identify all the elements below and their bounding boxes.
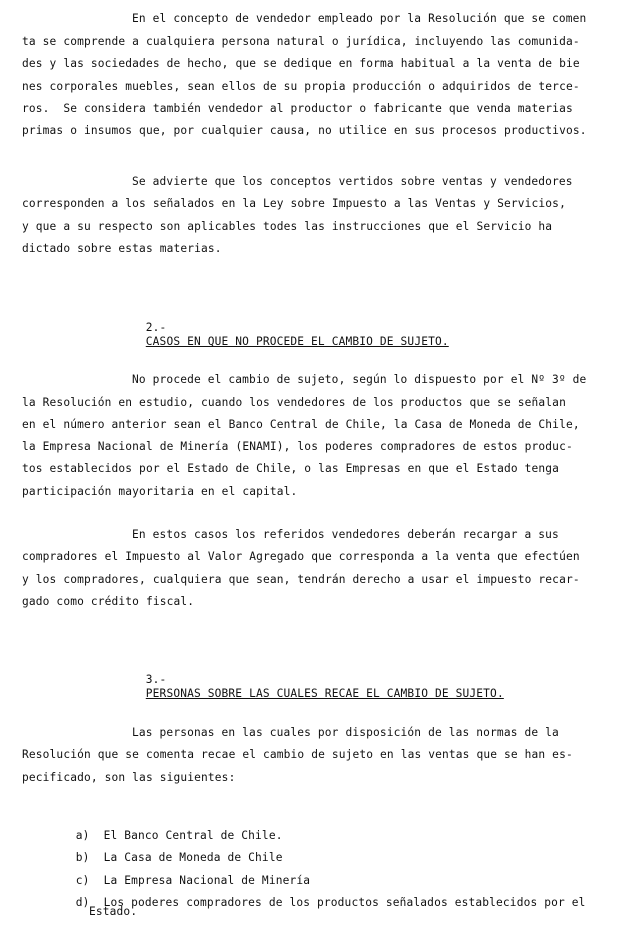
paragraph-3-line-4: la Empresa Nacional de Minería (ENAMI), los poderes compradores de estos produc- bbox=[22, 440, 573, 453]
section-3-heading bbox=[132, 659, 504, 701]
section-3-title: PERSONAS SOBRE LAS CUALES RECAE EL CAMBIO DE SUJETO. bbox=[145, 687, 504, 700]
paragraph-1-line-2: ta se comprende a cualquiera persona natural o jurídica, incluyendo las comunida- bbox=[22, 35, 580, 48]
paragraph-4-line-1: En estos casos los referidos vendedores deberán recargar a sus bbox=[132, 528, 559, 541]
paragraph-3-line-1: No procede el cambio de sujeto, según lo dispuesto por el Nº 3º de bbox=[132, 373, 587, 386]
paragraph-2-line-2: corresponden a los señalados en la Ley sobre Impuesto a las Ventas y Servicios, bbox=[22, 197, 566, 210]
paragraph-3-line-3: en el número anterior sean el Banco Central de Chile, la Casa de Moneda de Chile, bbox=[22, 418, 580, 431]
paragraph-2-line-4: dictado sobre estas materias. bbox=[22, 242, 222, 255]
list-marker: d) bbox=[75, 896, 90, 909]
paragraph-4-line-3: y los compradores, cualquiera que sean, tendrán derecho a usar el impuesto recar- bbox=[22, 573, 580, 586]
list-marker: a) bbox=[75, 829, 90, 842]
list-marker: c) bbox=[75, 874, 90, 887]
section-2-number: 2.- bbox=[145, 321, 167, 334]
paragraph-1-line-5: ros. Se considera también vendedor al productor o fabricante que venda materias bbox=[22, 102, 573, 115]
paragraph-4-line-4: gado como crédito fiscal. bbox=[22, 595, 195, 608]
list-marker: b) bbox=[75, 851, 90, 864]
section-3-number: 3.- bbox=[145, 673, 167, 686]
list-item-text: Los poderes compradores de los productos señalados establecidos por el bbox=[103, 896, 586, 909]
section-2-heading bbox=[132, 307, 449, 349]
list-item-text: La Empresa Nacional de Minería bbox=[103, 874, 311, 887]
paragraph-5-line-3: pecificado, son las siguientes: bbox=[22, 771, 236, 784]
paragraph-2-line-3: y que a su respecto son aplicables todes las instrucciones que el Servicio ha bbox=[22, 220, 553, 233]
list-item bbox=[62, 882, 586, 910]
paragraph-3-line-6: participación mayoritaria en el capital. bbox=[22, 485, 298, 498]
list-item-text: La Casa de Moneda de Chile bbox=[103, 851, 283, 864]
paragraph-4-line-2: compradores el Impuesto al Valor Agregado que corresponda a la venta que efectúen bbox=[22, 550, 580, 563]
paragraph-3-line-2: la Resolución en estudio, cuando los vendedores de los productos que se señalan bbox=[22, 396, 566, 409]
paragraph-3-line-5: tos establecidos por el Estado de Chile, o las Empresas en que el Estado tenga bbox=[22, 462, 560, 475]
paragraph-1-line-3: des y las sociedades de hecho, que se dedique en forma habitual a la venta de bie bbox=[22, 57, 580, 70]
paragraph-5-line-2: Resolución que se comenta recae el cambio de sujeto en las ventas que se han es- bbox=[22, 748, 573, 761]
paragraph-1-line-6: primas o insumos que, por cualquier causa, no utilice en sus procesos productivos. bbox=[22, 124, 587, 137]
paragraph-1-line-4: nes corporales muebles, sean ellos de su propia producción o adquiridos de terce- bbox=[22, 80, 580, 93]
paragraph-1-line-1: En el concepto de vendedor empleado por la Resolución que se comen bbox=[132, 12, 587, 25]
paragraph-5-line-1: Las personas en las cuales por disposición de las normas de la bbox=[132, 726, 559, 739]
section-2-title: CASOS EN QUE NO PROCEDE EL CAMBIO DE SUJETO. bbox=[145, 335, 449, 348]
paragraph-2-line-1: Se advierte que los conceptos vertidos sobre ventas y vendedores bbox=[132, 175, 573, 188]
list-item-text: El Banco Central de Chile. bbox=[103, 829, 283, 842]
list-item-continuation: Estado. bbox=[89, 905, 138, 918]
